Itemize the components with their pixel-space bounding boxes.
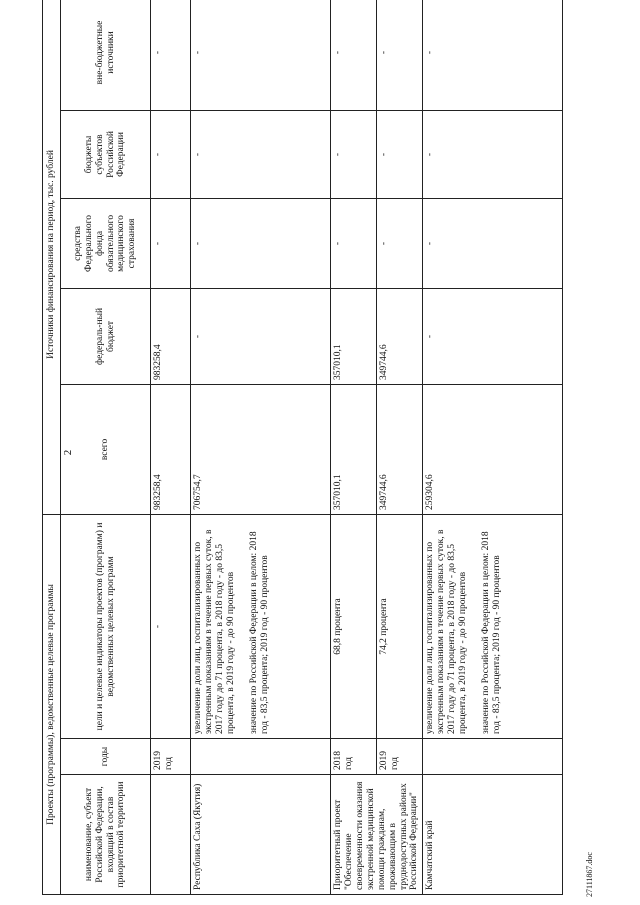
- row-goal: [191, 514, 331, 738]
- row-federal: -: [423, 288, 563, 384]
- row-goal: -: [151, 514, 191, 738]
- header-funding-group: Источники финансирования на период, тыс. рублей: [43, 0, 61, 514]
- row-year: [191, 739, 331, 775]
- row-year: 2018 год: [331, 739, 377, 775]
- row-name: Камчатский край: [423, 775, 563, 895]
- row-goal: 68,8 процента: [331, 514, 377, 738]
- goal-note: значение по Российской Федерации в целом: 2018 год - 83,5 процента; 2019 год - 90 процентов: [248, 531, 270, 734]
- row-regional: -: [423, 110, 563, 198]
- row-ffoms: -: [151, 198, 191, 288]
- row-total: 706754,7: [191, 384, 331, 514]
- row-name: Приоритетный проект "Обеспечение своевременности оказания экстренной медицинской помощи гражданам, проживающим в труднодоступных районах Российской Федерации": [331, 775, 423, 895]
- row-ffoms: -: [423, 198, 563, 288]
- header-goals: цели и целевые индикаторы проектов (программ) и ведомственных целевых программ: [61, 514, 151, 738]
- goal-text: увеличение доли лиц, госпитализированных по экстренным показаниям в течение первых суток, в 2017 году до 71 процента, в 2018 году - до 83,5 процента, в 2019 году - до 90 процентов: [193, 529, 236, 734]
- row-regional: -: [331, 110, 377, 198]
- programs-table: [42, 0, 563, 895]
- row-regional: -: [191, 110, 331, 198]
- header-federal: федераль-ный бюджет: [61, 288, 151, 384]
- row-regional: -: [151, 110, 191, 198]
- row-name: Республика Саха (Якутия): [191, 775, 331, 895]
- goal-text: увеличение доли лиц, госпитализированных по экстренным показаниям в течение первых суток, в 2017 году до 71 процента, в 2018 году - до 83,5 процента, в 2019 году - до 90 процентов: [425, 529, 469, 734]
- row-total: 357010,1: [331, 384, 377, 514]
- row-federal: -: [191, 288, 331, 384]
- header-name: наименование, субъект Российской Федерации, входящий в состав приоритетной территории: [61, 775, 151, 895]
- row-federal: 349744,6: [377, 288, 423, 384]
- row-extra: -: [423, 0, 563, 110]
- row-ffoms: -: [377, 198, 423, 288]
- header-ffoms: средства Федерального фонда обязательного медицинского страхования: [61, 198, 151, 288]
- row-total: 349744,6: [377, 384, 423, 514]
- goal-note: значение по Российской Федерации в целом: 2018 год - 83,5 процента; 2019 год - 90 процентов: [481, 531, 502, 734]
- header-programs-group: Проекты (программы), ведомственные целевые программы: [43, 514, 61, 894]
- row-extra: -: [151, 0, 191, 110]
- row-year: 2019 год: [151, 739, 191, 775]
- row-regional: -: [377, 110, 423, 198]
- row-extra: -: [191, 0, 331, 110]
- header-total: всего: [61, 384, 151, 514]
- row-federal: 357010,1: [331, 288, 377, 384]
- row-ffoms: -: [331, 198, 377, 288]
- table-row: [331, 0, 377, 895]
- table-row: [423, 0, 563, 895]
- row-extra: -: [331, 0, 377, 110]
- header-extra: вне-бюджетные источники: [61, 0, 151, 110]
- table-row: [151, 0, 191, 895]
- row-name: [151, 775, 191, 895]
- row-ffoms: -: [191, 198, 331, 288]
- header-regional: бюджеты субъектов Российской Федерации: [61, 110, 151, 198]
- header-years: годы: [61, 739, 151, 775]
- footer-code: 27111867.doc: [585, 852, 594, 897]
- row-total: 259304,6: [423, 384, 563, 514]
- row-year: 2019 год: [377, 739, 423, 775]
- page-number: 2: [62, 449, 74, 456]
- row-goal: [423, 514, 563, 738]
- table-row: [191, 0, 331, 895]
- row-goal: 74,2 процента: [377, 514, 423, 738]
- row-federal: 983258,4: [151, 288, 191, 384]
- row-total: 983258,4: [151, 384, 191, 514]
- row-year: [423, 739, 563, 775]
- table-row: [377, 0, 423, 895]
- row-extra: -: [377, 0, 423, 110]
